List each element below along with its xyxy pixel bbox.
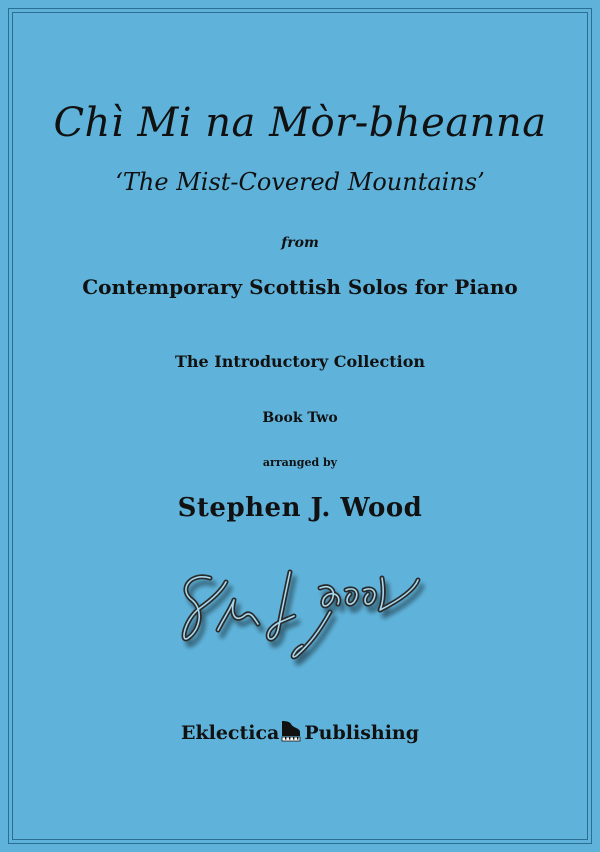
page-subtitle: ‘The Mist-Covered Mountains’ (115, 168, 485, 196)
publisher-logo (0, 720, 600, 744)
publisher-name-part1: Eklectica (180, 722, 280, 744)
from-label: from (281, 235, 319, 251)
author-name: Stephen J. Wood (177, 493, 423, 523)
signature-image (170, 560, 430, 670)
publisher-name-part2: Publishing (304, 722, 420, 744)
grand-piano-icon (281, 720, 301, 742)
page-title: Chì Mi na Mòr-bheanna (53, 100, 547, 146)
book-number: Book Two (262, 410, 338, 426)
arranged-by-label: arranged by (262, 456, 338, 469)
series-title: The Introductory Collection (174, 352, 426, 371)
collection-title: Contemporary Scottish Solos for Piano (82, 275, 518, 299)
